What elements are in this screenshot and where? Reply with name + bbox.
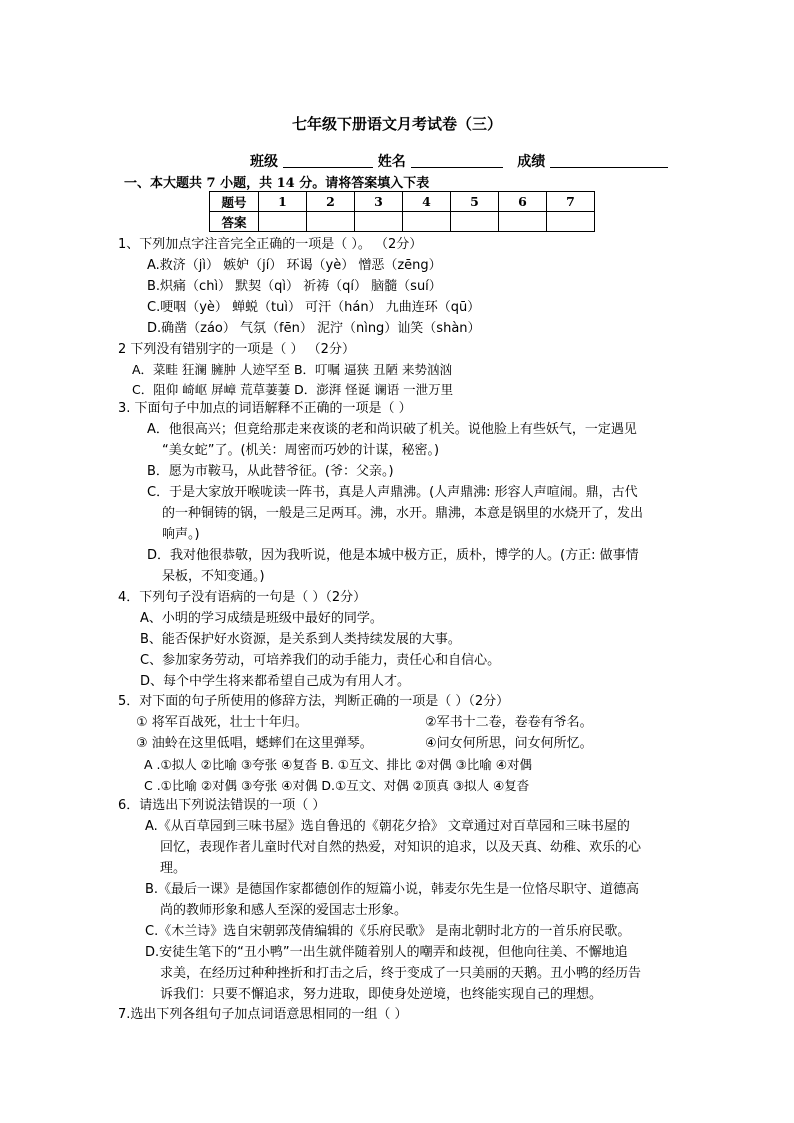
name-blank[interactable] bbox=[411, 153, 503, 168]
q6-option-c: C.《木兰诗》选自宋朝郭茂倩编辑的《乐府民歌》 是南北朝时北方的一首乐府民歌。 bbox=[145, 924, 631, 939]
table-cell: 6 bbox=[499, 192, 547, 212]
q7-stem: 7.选出下列各组句子加点词语意思相同的一组（ ） bbox=[118, 1007, 408, 1022]
q3-option-c-cont: 的一种铜铸的锅，一般是三足两耳。沸，水开。鼎沸，本意是锅里的水烧开了，发出 bbox=[162, 506, 644, 521]
q1-stem: 1、下列加点字注音完全正确的一项是（ ）。 （2分） bbox=[118, 237, 423, 252]
q1-option-a: A.救济（jì） 嫉妒（jí） 环谒（yè） 憎恶（zēng） bbox=[147, 258, 442, 273]
answer-cell[interactable] bbox=[499, 212, 547, 232]
q3-option-c-cont: 响声。) bbox=[162, 527, 200, 542]
score-label: 成绩 bbox=[517, 154, 546, 170]
section-heading: 一、本大题共 7 小题，共 14 分。请将答案填入下表 bbox=[124, 176, 430, 191]
q5-sentence-4: ④问女何所思，问女何所忆。 bbox=[425, 736, 593, 751]
class-label: 班级 bbox=[250, 154, 278, 170]
q5-options-ab: A .①拟人 ②比喻 ③夸张 ④复沓 B. ①互文、排比 ②对偶 ③比喻 ④对偶 bbox=[144, 757, 532, 772]
table-cell: 4 bbox=[403, 192, 451, 212]
table-cell: 5 bbox=[451, 192, 499, 212]
q4-option-b: B、能否保护好水资源，是关系到人类持续发展的大事。 bbox=[140, 632, 461, 647]
q6-option-b-cont: 尚的教师形象和感人至深的爱国志士形象。 bbox=[160, 903, 408, 918]
q2-stem: 2 下列没有错别字的一项是（ ） （2分） bbox=[118, 342, 355, 357]
answer-table bbox=[209, 191, 595, 232]
q5-sentence-3: ③ 油蛉在这里低唱，蟋蟀们在这里弹琴。 bbox=[136, 736, 373, 751]
q4-stem: 4．下列句子没有语病的一句是（ ）（2分） bbox=[118, 590, 367, 605]
q3-option-b: B．愿为市鞍马，从此替爷征。(爷：父亲。) bbox=[147, 464, 394, 479]
q6-stem: 6．请选出下列说法错误的一项（ ） bbox=[118, 798, 326, 813]
q3-option-d: D．我对他很恭敬，因为我听说，他是本城中极方正，质朴，博学的人。(方正: 做事情 bbox=[147, 548, 639, 563]
q6-option-a-cont: 回忆，表现作者儿童时代对自然的热爱，对知识的追求，以及天真、幼稚、欢乐的心 bbox=[160, 840, 642, 855]
name-label: 姓名 bbox=[377, 154, 406, 170]
q4-option-c: C、参加家务劳动，可培养我们的动手能力，责任心和自信心。 bbox=[140, 653, 501, 668]
q4-option-a: A、小明的学习成绩是班级中最好的同学。 bbox=[140, 611, 383, 626]
q1-option-b: B.炽痛（chì） 默契（qì） 祈祷（qí） 脑髓（suí） bbox=[147, 279, 442, 294]
q1-option-c: C.哽咽（yè） 蝉蜕（tuì） 可汗（hán） 九曲连环（qū） bbox=[147, 300, 481, 315]
answer-cell[interactable] bbox=[355, 212, 403, 232]
q1-option-d: D.确凿（záo） 气氛（fēn） 泥泞（nìng）讪笑（shàn） bbox=[147, 321, 481, 336]
q2-options-ab: A．菜畦 狂澜 臃肿 人迹罕至 B．叮嘱 逼狭 丑陋 来势汹汹 bbox=[132, 362, 452, 377]
q3-option-c: C．于是大家放开喉咙读一阵书，真是人声鼎沸。(人声鼎沸: 形容人声喧闹。鼎，古代 bbox=[147, 485, 638, 500]
q6-option-a: A.《从百草园到三味书屋》选自鲁迅的《朝花夕拾》 文章通过对百草园和三味书屋的 bbox=[145, 819, 630, 834]
answer-cell[interactable] bbox=[403, 212, 451, 232]
class-blank[interactable] bbox=[283, 153, 373, 168]
q5-options-cd: C .①比喻 ②对偶 ③夸张 ④对偶 D.①互文、对偶 ②顶真 ③拟人 ④复沓 bbox=[144, 778, 530, 793]
q5-stem: 5．对下面的句子所使用的修辞方法，判断正确的一项是（ ）（2分） bbox=[118, 694, 510, 709]
table-cell: 7 bbox=[547, 192, 595, 212]
answer-table-header-row bbox=[210, 192, 595, 212]
exam-title: 七年级下册语文月考试卷（三） bbox=[291, 115, 502, 133]
q6-option-b: B.《最后一课》是德国作家都德创作的短篇小说，韩麦尔先生是一位恪尽职守、道德高 bbox=[145, 882, 640, 897]
answer-cell[interactable] bbox=[307, 212, 355, 232]
q6-option-d: D.安徒生笔下的“丑小鸭”一出生就伴随着别人的嘲弄和歧视，但他向往美、不懈地追 bbox=[145, 945, 628, 960]
answer-cell[interactable] bbox=[451, 212, 499, 232]
q5-sentence-2: ②军书十二卷，卷卷有爷名。 bbox=[425, 715, 593, 730]
table-cell: 2 bbox=[307, 192, 355, 212]
q2-options-cd: C．阻仰 崎岖 屏嶂 荒草萋萋 D．澎湃 怪诞 谰语 一泄万里 bbox=[132, 382, 454, 397]
answer-table-answer-row bbox=[210, 212, 595, 232]
q6-option-d-cont: 求美，在经历过种种挫折和打击之后，终于变成了一只美丽的天鹅。丑小鸭的经历告 bbox=[160, 966, 642, 981]
score-blank[interactable] bbox=[550, 153, 668, 168]
table-cell: 3 bbox=[355, 192, 403, 212]
q5-sentence-1: ① 将军百战死，壮士十年归。 bbox=[136, 715, 308, 730]
answer-cell[interactable] bbox=[547, 212, 595, 232]
student-info-line bbox=[250, 151, 668, 171]
answer-label: 答案 bbox=[210, 212, 259, 232]
answer-cell[interactable] bbox=[259, 212, 307, 232]
q3-option-a-cont: “美女蛇”了。(机关：周密而巧妙的计谋，秘密。) bbox=[162, 443, 440, 458]
q6-option-a-cont: 理。 bbox=[160, 861, 187, 876]
question-number-label: 题号 bbox=[210, 192, 259, 212]
q3-option-d-cont: 呆板，不知变通。) bbox=[162, 569, 265, 584]
q4-option-d: D、每个中学生将来都希望自己成为有用人才。 bbox=[140, 674, 411, 689]
q3-stem: 3. 下面句子中加点的词语解释不正确的一项是（ ） bbox=[118, 401, 412, 416]
table-cell: 1 bbox=[259, 192, 307, 212]
q6-option-d-cont: 诉我们：只要不懈追求，努力进取，即使身处逆境，也终能实现自己的理想。 bbox=[160, 987, 603, 1002]
q3-option-a: A．他很高兴；但竟给那走来夜谈的老和尚识破了机关。说他脸上有些妖气，一定遇见 bbox=[147, 422, 637, 437]
